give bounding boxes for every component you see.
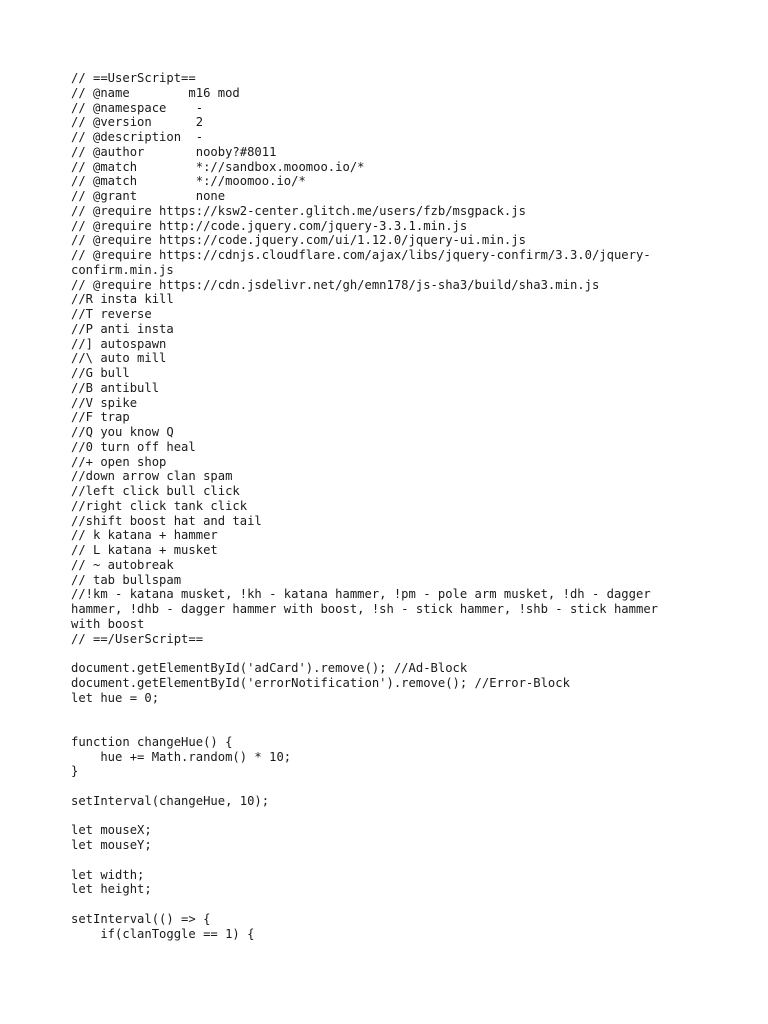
- code-line: hammer, !dhb - dagger hammer with boost, !sh - stick hammer, !shb - stick hammer: [71, 602, 658, 616]
- code-line: let hue = 0;: [71, 690, 160, 705]
- code-line: hue += Math.random() * 10;: [71, 749, 292, 764]
- code-line: function changeHue() {: [71, 734, 233, 749]
- code-line: // @name m16 mod: [71, 85, 240, 100]
- code-line: // @require https://cdnjs.cloudflare.com/ajax/libs/jquery-confirm/3.3.0/jquery-: [71, 248, 651, 262]
- code-line: // @author nooby?#8011: [71, 144, 277, 159]
- code-line: document.getElementById('adCard').remove(); //Ad-Block: [71, 661, 468, 675]
- code-line: // @require http://code.jquery.com/jquery-3.3.1.min.js: [71, 218, 468, 233]
- document-page: [71, 71, 711, 941]
- code-line: setInterval(changeHue, 10);: [71, 793, 270, 808]
- code-line: if(clanToggle == 1) {: [71, 926, 255, 941]
- code-line: // ==/UserScript==: [71, 631, 204, 646]
- code-line: confirm.min.js: [71, 262, 174, 277]
- code-line: // tab bullspam: [71, 572, 182, 587]
- code-line: [71, 853, 711, 868]
- code-line: //0 turn off heal: [71, 439, 196, 454]
- code-line: setInterval(() => {: [71, 911, 211, 926]
- code-line: // @require https://code.jquery.com/ui/1.12.0/jquery-ui.min.js: [71, 233, 526, 248]
- code-line: // @namespace -: [71, 100, 204, 115]
- code-line: //T reverse: [71, 307, 152, 321]
- code-line: [71, 720, 711, 735]
- code-line: }: [71, 764, 79, 779]
- code-line: let mouseX;: [71, 823, 152, 838]
- code-line: let mouseY;: [71, 838, 152, 852]
- code-line: // @match *://moomoo.io/*: [71, 174, 306, 189]
- code-line: with boost: [71, 616, 145, 631]
- code-line: //right click tank click: [71, 498, 248, 513]
- code-line: [71, 646, 711, 661]
- code-line: // L katana + musket: [71, 543, 218, 557]
- code-line: // @require https://ksw2-center.glitch.me/users/fzb/msgpack.js: [71, 203, 526, 218]
- code-line: // @require https://cdn.jsdelivr.net/gh/emn178/js-sha3/build/sha3.min.js: [71, 277, 600, 292]
- code-line: //\ auto mill: [71, 351, 167, 366]
- code-line: [71, 779, 711, 794]
- code-line: //Q you know Q: [71, 425, 174, 439]
- code-line: [71, 809, 711, 824]
- code-line: // @grant none: [71, 189, 226, 203]
- code-line: //left click bull click: [71, 484, 240, 498]
- code-line: //R insta kill: [71, 292, 174, 307]
- code-line: // @description -: [71, 130, 204, 144]
- code-line: // ~ autobreak: [71, 557, 174, 572]
- code-line: //P anti insta: [71, 321, 174, 336]
- code-line: [71, 897, 711, 912]
- code-line: // k katana + hammer: [71, 528, 218, 543]
- code-line: //F trap: [71, 410, 130, 425]
- code-line: // ==UserScript==: [71, 71, 196, 85]
- code-line: //!km - katana musket, !kh - katana hammer, !pm - pole arm musket, !dh - dagger: [71, 587, 651, 602]
- code-line: document.getElementById('errorNotification').remove(); //Error-Block: [71, 675, 570, 690]
- code-line: let width;: [71, 867, 145, 882]
- code-line: //+ open shop: [71, 454, 167, 469]
- code-line: //] autospawn: [71, 336, 167, 351]
- code-line: [71, 705, 711, 720]
- code-line: //B antibull: [71, 380, 160, 395]
- code-line: //shift boost hat and tail: [71, 513, 262, 528]
- code-line: // @match *://sandbox.moomoo.io/*: [71, 159, 365, 174]
- code-line: // @version 2: [71, 115, 204, 130]
- code-line: //down arrow clan spam: [71, 469, 233, 484]
- code-line: //V spike: [71, 395, 138, 410]
- code-line: //G bull: [71, 366, 130, 380]
- code-line: let height;: [71, 882, 152, 897]
